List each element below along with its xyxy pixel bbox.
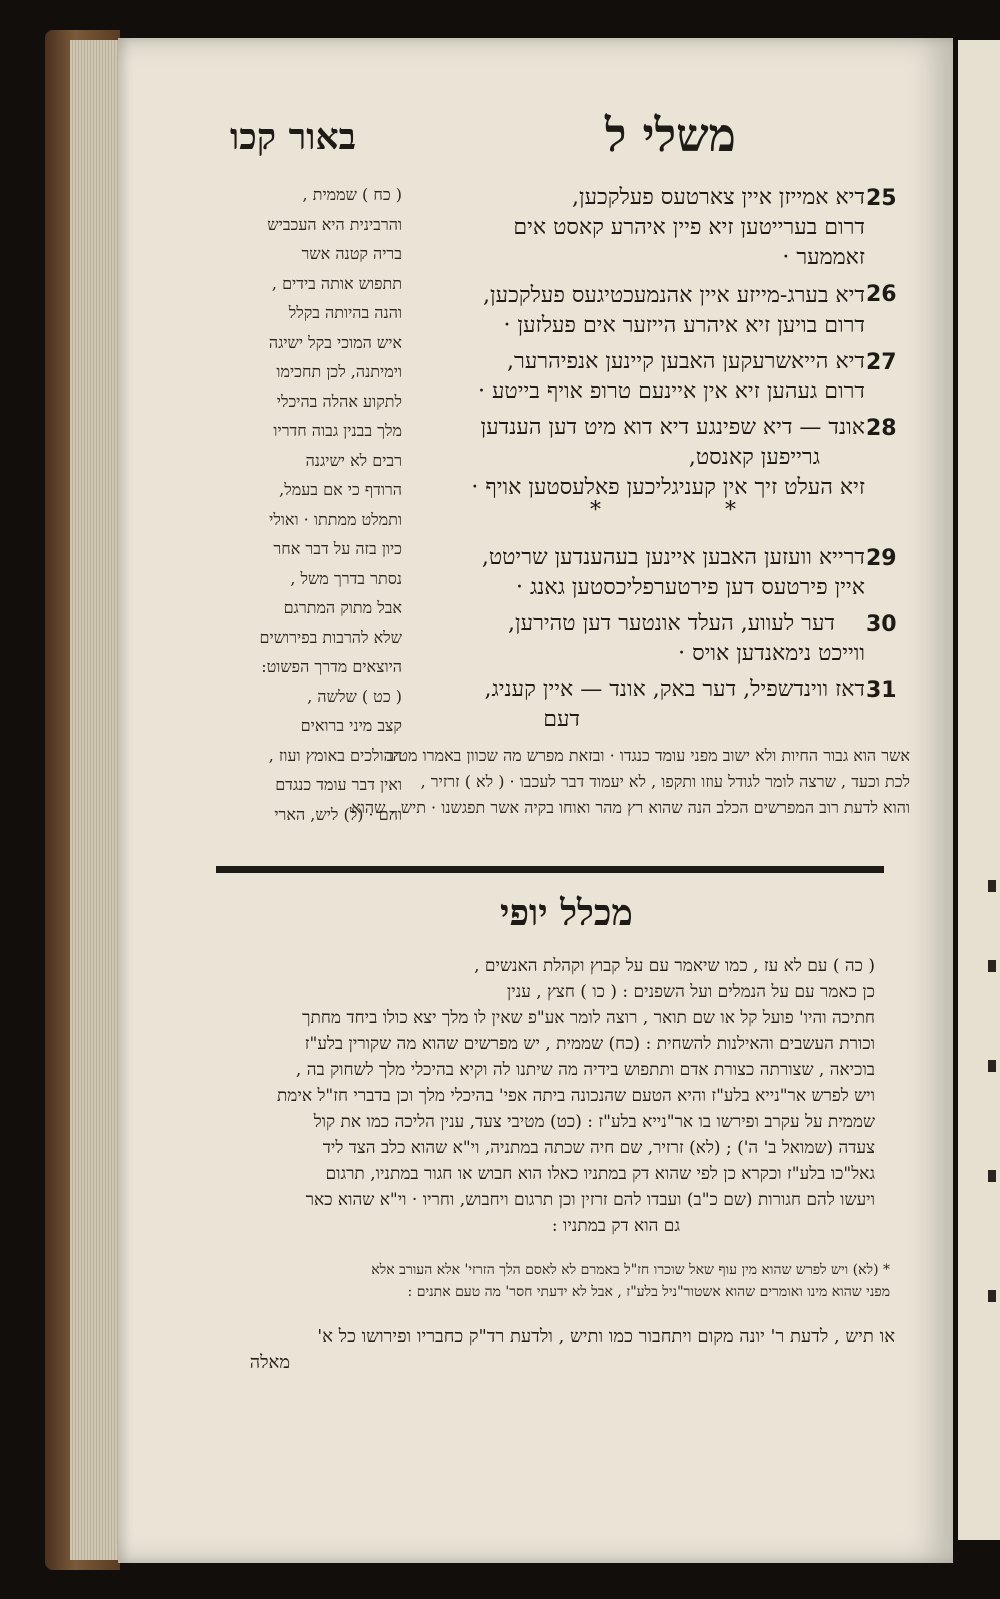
verse-line: דיא בערג-מייזע איין אהנמעכטיגעס פעלקכען, [483, 283, 865, 308]
side-commentary-line: רבים לא ישיגנה [305, 450, 402, 470]
section-star: * [725, 498, 736, 523]
side-commentary [212, 180, 402, 829]
verse-line: דעם [543, 707, 580, 732]
facing-page-mark [988, 1290, 996, 1302]
commentary-line: חתיכה והיו' פועל קל או שם תואר , רוצה לומר אע"פ שאין לו מלך יצא כולו ביחד מחתך [302, 1008, 875, 1028]
side-commentary-line: תתפוש אותה בידים , [271, 273, 402, 293]
commentary-line: צעדה (שמואל ב' ה') ; (לא) זרזיר, שם חיה שכתה במתניה, וי"א שהוא כלב הצד ליד [322, 1138, 875, 1158]
verse-line: דיא הייאשרעקען האבען קיינען אנפיהרער, [507, 349, 865, 374]
facing-page-strip [958, 40, 1000, 1540]
commentary-line: גאל"כו בלע"ז וכקרא כן לפי שהוא דק במתניו כאלו הוא חבוש או חגור במתניו, תרגום [325, 1164, 875, 1184]
commentary-line: בוכיאה , שצורתה כצורת אדם ותתפוש בידיה מה שיתנו לה וקיא בהיכלי מלך לשחוק בה , [295, 1060, 875, 1080]
verse-line: דרייא וועזען האבען איינען בעהענדען שריטט, [481, 545, 865, 570]
verse-line: דרום געהען זיא אין איינעם טרופ אויף בייטע · [478, 379, 865, 404]
verse-line: גרייפען קאנסט, [688, 445, 820, 470]
side-commentary-line: בריה קטנה אשר [301, 244, 402, 263]
verse-line: דאז ווינדשפיל, דער באק, אונד — איין קעניג, [484, 677, 865, 702]
commentary-line: וכורת העשבים והאילנות להשחית : (כח) שממית , יש מפרשים שהוא מה שקורין בלע"ז [304, 1034, 875, 1054]
footnote-line: * (לא) ויש לפרש שהוא מין עוף שאל שוכרו חז"ל באמרם לא לאסם הלך הזרזי' אלא העורב אלא [371, 1262, 890, 1278]
side-commentary-line: נסתר בדרך משל , [290, 568, 402, 588]
commentary-continuation-line: לכת וכעד , שרצה לומר לגודל עוזו ותקפו , לא יעמוד דבר לעכבו · ( לא ) זרזיר , [420, 772, 910, 791]
commentary-line: כן כאמר עם על הנמלים ועל השפנים : ( כו ) חצץ , ענין [506, 982, 875, 1002]
side-commentary-line: הרודף כי אם בעמל, [279, 480, 402, 499]
commentary-line: ( כה ) עם לא עז , כמו שיאמר עם על קבוץ וקהלת האנשים , [474, 956, 875, 976]
facing-page-mark [988, 880, 996, 892]
side-commentary-line: ואין דבר עומד כנגדם [275, 775, 402, 794]
running-header-left: באור קכו [230, 116, 356, 158]
closing-note-line: או תיש , לדעת ר' יונה מקום ויתחבור כמו ותיש , ולדעת רד"ק כחבריו ופירושו כל א' [317, 1326, 895, 1347]
side-commentary-line: ההולכים באומץ ועוז , [268, 745, 402, 765]
verse-line: אונד — דיא שפינגע דיא דוא מיט דען הענדען [480, 415, 865, 440]
section-star: * [590, 498, 601, 523]
commentary-continuation-line: אשר הוא גבור החיות ולא ישוב מפני עומד כנגדו · ובזאת מפרש מה שכוון באמרו מטיב [386, 746, 910, 765]
side-commentary-line: וימיתנה, לכן תחכימו [276, 362, 402, 381]
side-commentary-line: היוצאים מדרך הפשוט: [261, 657, 402, 676]
facing-page-mark [988, 960, 996, 972]
verse-line: דרום בויען זיא איהרע הייזער אים פעלזען · [503, 313, 865, 338]
verse-line: איין פירטעס דען פירטערפליכסטען גאנג · [515, 575, 865, 600]
verse-number: 25 [866, 186, 897, 211]
side-commentary-line: קצב מיני ברואים [300, 716, 402, 735]
commentary-continuation-line: והוא לדעת רוב המפרשים הכלב הנה שהוא רץ מהר ואוחו בקיה אשר תפגשנו · תיש , שהוא [351, 798, 910, 817]
verse-number: 29 [866, 546, 897, 571]
facing-page-mark [988, 1170, 996, 1182]
commentary-line: גם הוא דק במתניו : [551, 1216, 680, 1236]
commentary-line: ויעשו להם חגורות (שם כ"ב) ועבדו להם זרזין וכן תרגום ויחבוש, וחריו · וי"א שהוא כאר [305, 1190, 875, 1210]
page-edges [70, 40, 122, 1560]
verse-number: 27 [866, 350, 897, 375]
facing-page-mark [988, 1060, 996, 1072]
side-commentary-line: והרבינית היא העכביש [267, 214, 402, 234]
side-commentary-line: ( כט ) שלשה , [307, 686, 402, 706]
running-header-right: משלי ל [605, 108, 736, 162]
footnote-line: מפני שהוא מינו ואומרים שהוא אשטור"ניל בלע"ז , אבל לא ידעתי חסר' מה טעם אתנים : [407, 1284, 890, 1300]
side-commentary-line: והנה בהיותה בקלל [288, 303, 402, 322]
verse-line: דער לעווע, העלד אונטער דען טהירען, [508, 611, 835, 636]
section-divider [216, 866, 884, 873]
verse-line: דיא אמייזן איין צארטעס פעלקכען, [571, 185, 865, 210]
verse-line: ווייכט נימאנדען אויס · [678, 641, 865, 666]
verse-number: 28 [866, 416, 897, 441]
side-commentary-line: אבל מתוק המתרגם [283, 598, 402, 617]
verse-number: 26 [866, 282, 897, 307]
commentary-line: שממית על עקרב ופירשו בו אר"נייא בלע"ז : (כט) מטיבי צעד, ענין הליכה כמו את קול [313, 1112, 875, 1132]
verse-number: 31 [866, 678, 897, 703]
side-commentary-line: שלא להרבות בפירושים [259, 627, 402, 647]
commentary-line: ויש לפרש אר"נייא בלע"ז והיא הטעם שהנכונה ביתה אפי' בהיכלי מלך וכן בדברי חז"ל אימת [276, 1086, 875, 1106]
side-commentary-line: לתקוע אהלה בהיכלי [276, 391, 402, 411]
verse-number: 30 [866, 612, 897, 637]
closing-note-line: מאלה [249, 1352, 290, 1373]
verse-line: דרום בערייטען זיא פיין איהרע קאסט אים [513, 215, 865, 240]
side-commentary-line: ( כח ) שממית , [302, 185, 402, 204]
side-commentary-line: איש המוכי בקל ישיגה [268, 332, 402, 352]
verse-line: זיא העלט זיך אין קעניגליכען פאלעסטען אויף · [471, 475, 865, 500]
side-commentary-line: ותמלט ממתתו · ואולי [269, 509, 402, 529]
side-commentary-line: כיון בזה על דבר אחר [273, 539, 402, 558]
side-commentary-line: מלך בבנין גבוה חדריו [273, 421, 402, 440]
section-title: מכלל יופי [500, 892, 633, 934]
verse-line: זאממער · [782, 245, 865, 270]
side-commentary-line: והם · (ל) ליש, הארי [274, 804, 402, 824]
